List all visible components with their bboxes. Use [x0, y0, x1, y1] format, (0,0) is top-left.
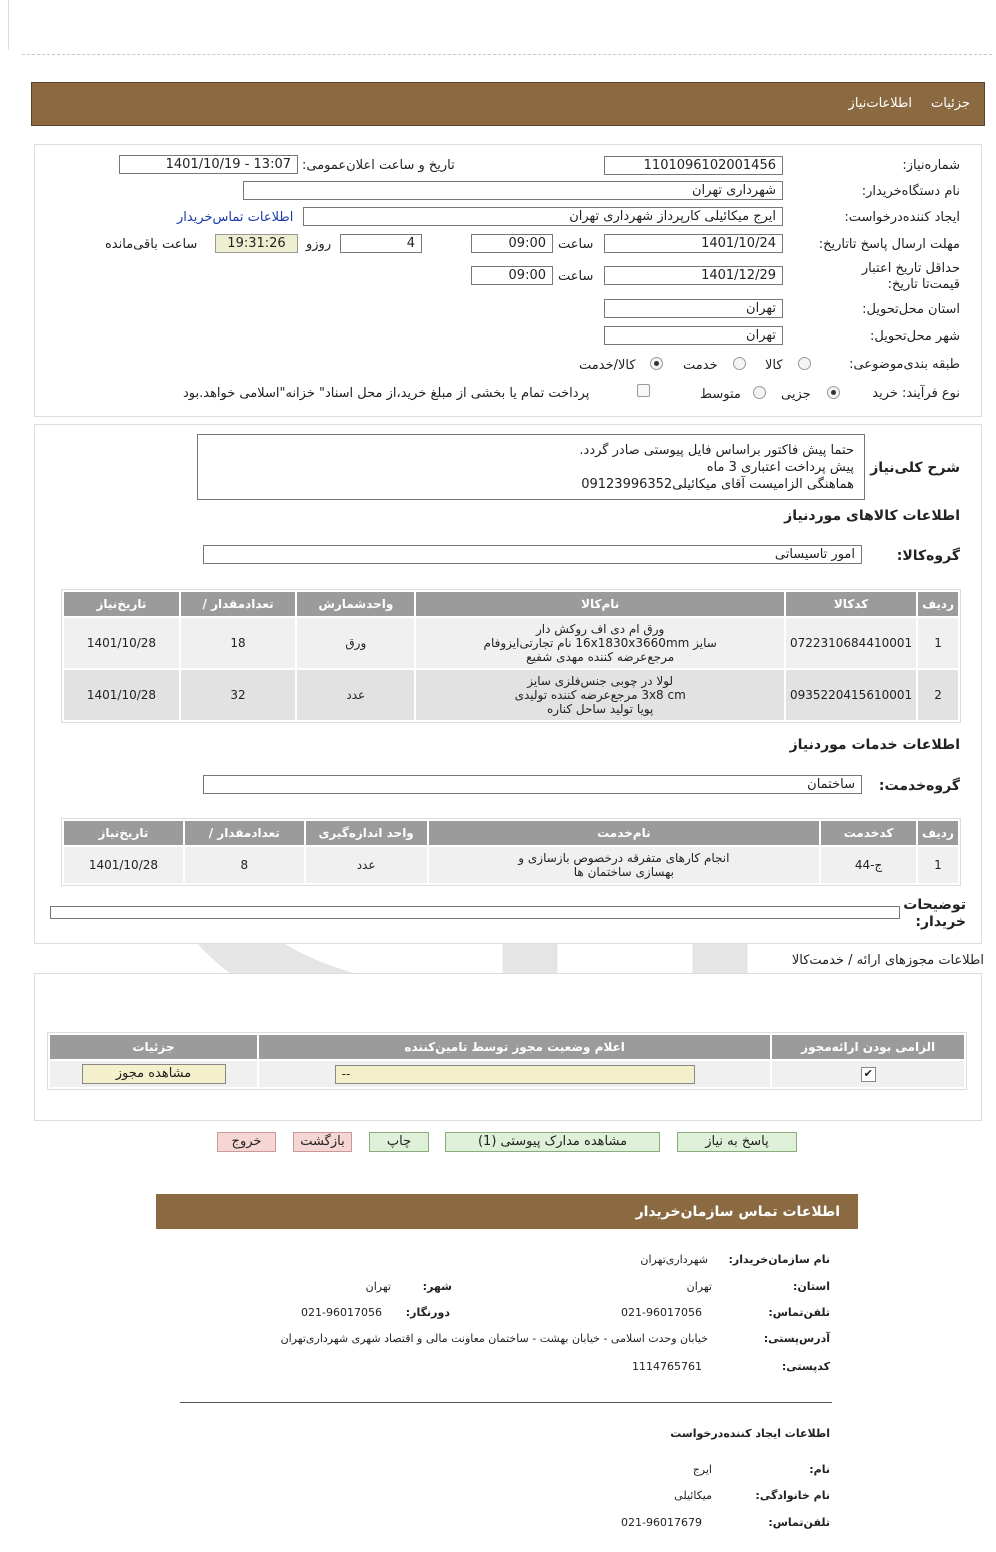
- description-label: شرح کلی‌نیاز: [870, 460, 960, 476]
- deadline-label: مهلت ارسال پاسخ تا‌تاریخ:: [818, 237, 960, 252]
- creator-family-value: میکائیلی: [674, 1489, 712, 1502]
- address-value: خیابان وحدت اسلامی - خیابان بهشت - ساختمان معاونت مالی و اقتصاد شهری شهرداری‌تهران: [280, 1332, 708, 1345]
- category-label: طبقه بندی‌موضوعی:: [849, 357, 960, 372]
- radio-goods-service-label: کالا/خدمت: [579, 358, 636, 373]
- validity-date-field: 1401/12/29: [604, 266, 783, 285]
- print-button[interactable]: چاپ: [369, 1132, 429, 1152]
- tab-need-info[interactable]: اطلاعات‌نیاز: [848, 96, 912, 111]
- deadline-date-field: 1401/10/24: [604, 234, 783, 253]
- goods-th-row: ردیف: [918, 592, 958, 616]
- creator-name-label: نام:: [809, 1463, 830, 1476]
- creator-title: اطلاعات ایجاد کننده‌درخواست: [670, 1427, 830, 1440]
- org-label: نام سازمان‌خریدار:: [728, 1253, 830, 1266]
- description-line-1: حتما پیش فاکتور براساس فایل پیوستی صادر گردد.: [579, 443, 854, 458]
- postal-label: کدپستی:: [781, 1360, 830, 1373]
- fax-value: 021-96017056: [301, 1306, 382, 1319]
- cell-name-line-3: مرجع‌عرضه کننده مهدی شفیع: [526, 650, 675, 664]
- radio-service[interactable]: [733, 357, 746, 370]
- services-th-qty: تعداد‌مقدار /: [185, 821, 304, 845]
- validity-time-field: 09:00: [471, 266, 553, 285]
- cell-name-line-1: انجام کارهای متفرقه درخصوص بازسازی و: [518, 851, 730, 865]
- province-label: استان محل‌تحویل:: [862, 302, 960, 317]
- cell-name: [416, 670, 784, 720]
- city-field: تهران: [604, 326, 783, 345]
- buyer-notes-label: توضیحات خریدار:: [903, 897, 966, 930]
- city-contact-label: شهر:: [422, 1280, 452, 1293]
- buyer-org-label: نام دستگاه‌خریدار:: [861, 184, 960, 199]
- validity-label: حداقل تاریخ اعتبار قیمت‌تا تاریخ:: [861, 261, 960, 292]
- goods-th-name: نام‌کالا: [416, 592, 784, 616]
- remaining-label: ساعت باقی‌مانده: [105, 237, 198, 252]
- table-row: [64, 618, 958, 668]
- radio-medium[interactable]: [753, 386, 766, 399]
- phone-label: تلفن‌تماس:: [768, 1306, 830, 1319]
- validity-time-label: ساعت: [558, 269, 594, 284]
- permits-th-required: الزامی بودن ارائه‌مجوز: [772, 1035, 964, 1059]
- buyer-contact-link[interactable]: اطلاعات تماس‌خریدار: [177, 210, 294, 225]
- cell-idx: 2: [918, 670, 958, 720]
- permits-title: اطلاعات مجوزهای ارائه / خدمت‌کالا: [791, 953, 984, 968]
- cell-name-line-1: ورق ام دی اف روکش دار: [536, 622, 665, 636]
- goods-section-title: اطلاعات کالاهای موردنیاز: [784, 508, 960, 524]
- required-checkbox[interactable]: ✔: [861, 1067, 876, 1082]
- province-contact-label: استان:: [793, 1280, 830, 1293]
- goods-table: [61, 589, 961, 723]
- top-divider: [22, 54, 992, 55]
- services-th-name: نام‌خدمت: [429, 821, 820, 845]
- cell-name-line-2: سایز 16x1830x3660mm نام تجارتی‌ایزوفام: [483, 636, 717, 650]
- description-line-3: هماهنگی الزامیست آقای میکائیلی09123996352: [581, 477, 854, 492]
- contact-banner: [156, 1194, 858, 1229]
- tab-details[interactable]: جزئیات: [931, 96, 970, 111]
- cell-idx: 1: [918, 847, 958, 883]
- left-edge-line: [8, 0, 9, 50]
- cell-name: [416, 618, 784, 668]
- cell-name-line-2: بهسازی ساختمان ها: [573, 865, 674, 879]
- deadline-time-label: ساعت: [558, 237, 594, 252]
- cell-details: [50, 1061, 257, 1087]
- radio-partial[interactable]: [827, 386, 840, 399]
- goods-group-label: گروه‌کالا:: [896, 548, 960, 564]
- radio-goods-label: کالا: [765, 358, 783, 373]
- back-button[interactable]: بازگشت: [293, 1132, 352, 1152]
- goods-group-field: امور تاسیساتی: [203, 545, 862, 564]
- deadline-time-field: 09:00: [471, 234, 553, 253]
- creator-phone-label: تلفن‌تماس:: [768, 1516, 830, 1529]
- cell-unit: عدد: [306, 847, 427, 883]
- cell-name: [429, 847, 820, 883]
- creator-name-value: ایرج: [692, 1463, 712, 1476]
- cell-unit: عدد: [297, 670, 414, 720]
- contact-divider: [180, 1402, 832, 1403]
- postal-value: 1114765761: [632, 1360, 702, 1373]
- cell-date: 1401/10/28: [64, 618, 179, 668]
- province-contact-value: تهران: [686, 1280, 712, 1293]
- description-line-2: پیش پرداخت اعتباری 3 ماه: [706, 460, 854, 475]
- permits-table: [47, 1032, 967, 1090]
- radio-medium-label: متوسط: [700, 387, 741, 402]
- services-group-field: ساختمان: [203, 775, 862, 794]
- buyer-notes-field: [50, 906, 900, 919]
- page-header-bar: [31, 82, 985, 126]
- table-row: [50, 1061, 964, 1087]
- fax-label: دورنگار:: [405, 1306, 450, 1319]
- cell-date: 1401/10/28: [64, 670, 179, 720]
- announce-field: 1401/10/19 - 13:07: [119, 155, 298, 174]
- need-number-field: 1101096102001456: [604, 156, 783, 175]
- radio-goods[interactable]: [798, 357, 811, 370]
- days-label: روزو: [306, 237, 332, 252]
- radio-service-label: خدمت: [683, 358, 718, 373]
- services-group-label: گروه‌خدمت:: [878, 778, 960, 794]
- requester-field: ایرج میکائیلی کارپرداز شهرداری تهران: [303, 207, 783, 226]
- permits-th-details: جزئیات: [50, 1035, 257, 1059]
- goods-th-code: کدکالا: [786, 592, 916, 616]
- days-field: 4: [340, 234, 422, 253]
- cell-qty: 8: [185, 847, 304, 883]
- cell-qty: 18: [181, 618, 295, 668]
- services-section-title: اطلاعات خدمات موردنیاز: [789, 737, 960, 753]
- cell-required: [772, 1061, 964, 1087]
- province-field: تهران: [604, 299, 783, 318]
- table-row: [64, 670, 958, 720]
- services-th-date: تاریخ‌نیاز: [64, 821, 183, 845]
- radio-goods-service[interactable]: [650, 357, 663, 370]
- treasury-payment-note: پرداخت تمام یا بخشی از مبلغ خرید،از محل اسناد" خزانه"اسلامی خواهد.بود: [183, 386, 590, 401]
- cell-name-line-1: لولا در چوبی جنس‌فلزی سایز: [527, 674, 674, 688]
- cell-name-line-2: 3x8 cm مرجع‌عرضه کننده تولیدی: [514, 688, 686, 702]
- phone-value: 021-96017056: [621, 1306, 702, 1319]
- announce-label: تاریخ و ساعت اعلان‌عمومی:: [302, 158, 455, 173]
- cell-code: 0722310684410001: [786, 618, 916, 668]
- cell-qty: 32: [181, 670, 295, 720]
- creator-phone-value: 021-96017679: [621, 1516, 702, 1529]
- contact-banner-title: اطلاعات تماس سازمان‌خریدار: [635, 1204, 840, 1220]
- remaining-time-field: 19:31:26: [215, 234, 298, 253]
- services-th-code: کدخدمت: [821, 821, 916, 845]
- org-value: شهرداری‌تهران: [640, 1253, 708, 1266]
- exit-button[interactable]: خروج: [217, 1132, 276, 1152]
- need-number-label: شماره‌نیاز:: [902, 158, 960, 173]
- radio-partial-label: جزیی: [781, 387, 811, 402]
- process-label: نوع فرآیند: خرید: [872, 386, 960, 401]
- cell-idx: 1: [918, 618, 958, 668]
- address-label: آدرس‌پستی:: [763, 1332, 830, 1345]
- reply-button[interactable]: پاسخ به نیاز: [677, 1132, 797, 1152]
- services-table: [61, 818, 961, 886]
- attachments-button[interactable]: مشاهده مدارک پیوستی (1): [445, 1132, 660, 1152]
- city-contact-value: تهران: [365, 1280, 391, 1293]
- treasury-payment-checkbox[interactable]: [637, 384, 650, 397]
- goods-th-unit: واحدشمارش: [297, 592, 414, 616]
- creator-family-label: نام خانوادگی:: [755, 1489, 830, 1502]
- cell-unit: ورق: [297, 618, 414, 668]
- city-label: شهر محل‌تحویل:: [870, 329, 960, 344]
- goods-th-qty: تعداد‌مقدار /: [181, 592, 295, 616]
- cell-status: [259, 1061, 770, 1087]
- goods-th-date: تاریخ‌نیاز: [64, 592, 179, 616]
- view-permit-button[interactable]: مشاهده مجوز: [82, 1064, 226, 1084]
- requester-label: ایجاد کننده‌درخواست:: [844, 210, 960, 225]
- cell-date: 1401/10/28: [64, 847, 183, 883]
- cell-name-line-3: پویا تولید ساحل کناره: [546, 702, 654, 716]
- buyer-org-field: شهرداری تهران: [243, 181, 783, 200]
- services-th-unit: واحد اندازه‌گیری: [306, 821, 427, 845]
- cell-code: ج-44: [821, 847, 916, 883]
- permit-status-field: --: [335, 1065, 695, 1084]
- table-row: [64, 847, 958, 883]
- cell-code: 0935220415610001: [786, 670, 916, 720]
- permits-th-status: اعلام وضعیت مجوز توسط تامین‌کننده: [259, 1035, 770, 1059]
- services-th-row: ردیف: [918, 821, 958, 845]
